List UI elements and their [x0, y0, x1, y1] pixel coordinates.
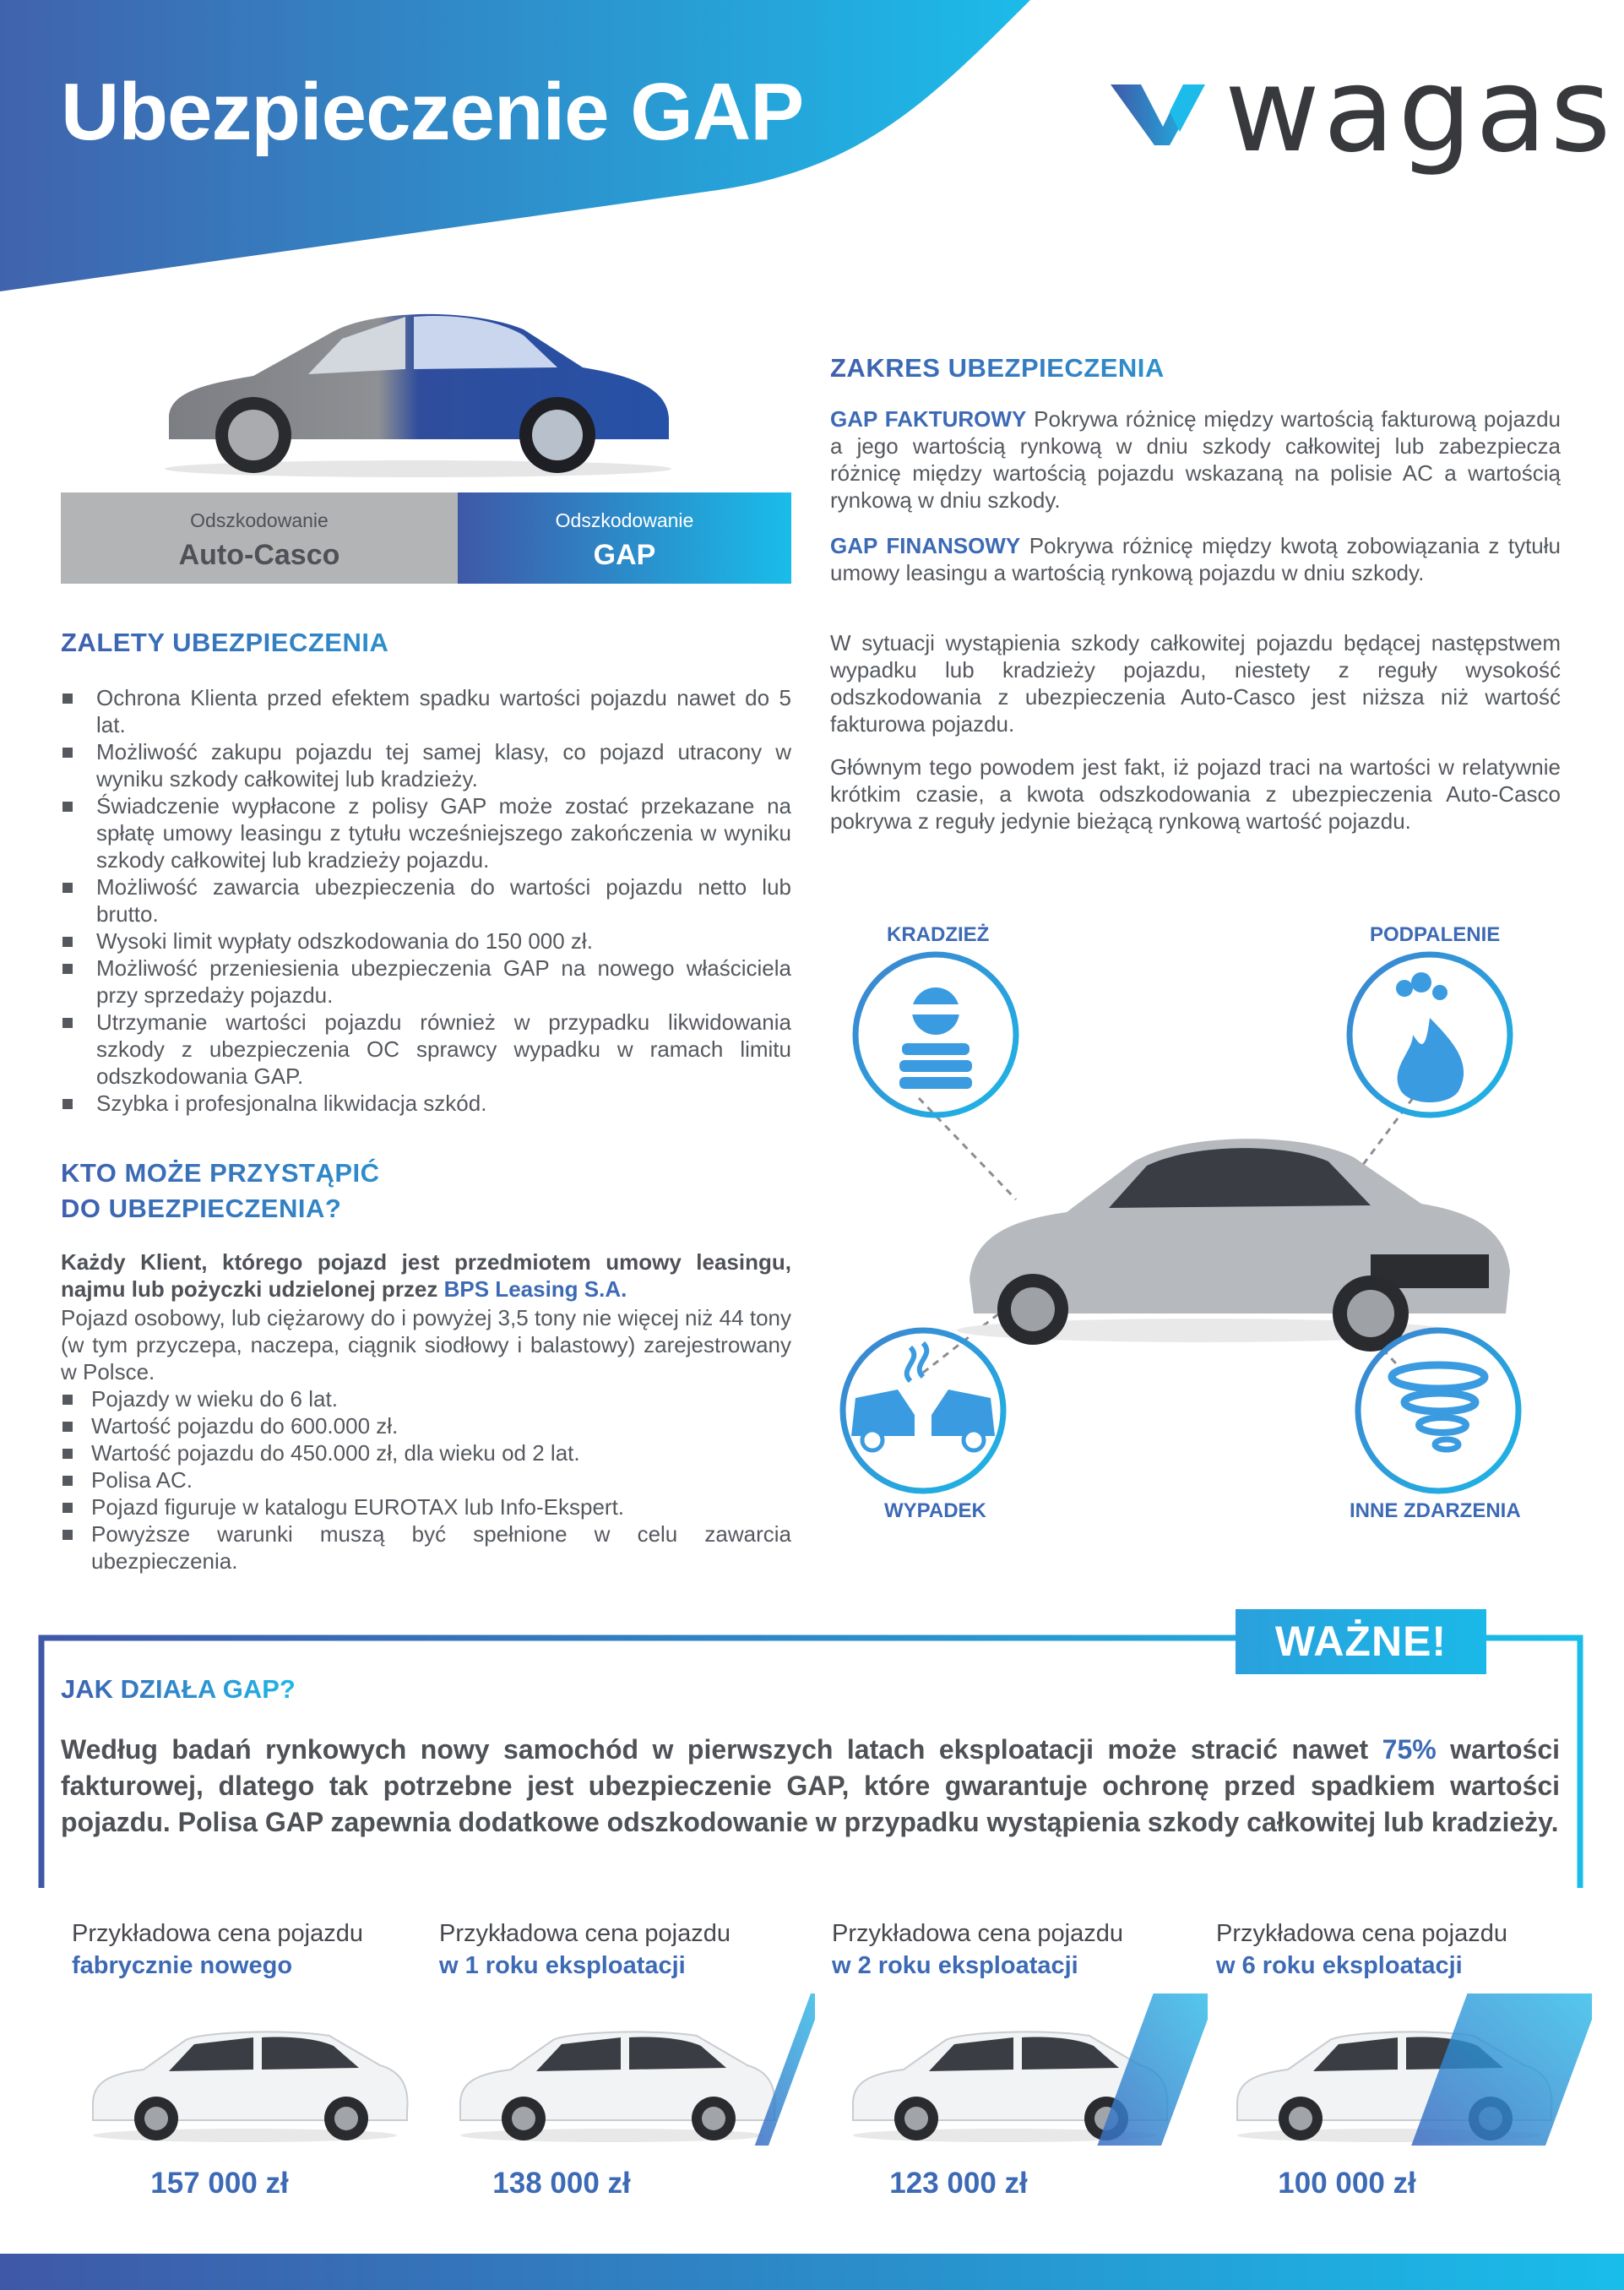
- risk-label-fire: PODPALENIE: [1370, 923, 1501, 946]
- price-value: 138 000 zł: [492, 2167, 631, 2200]
- price-value: 157 000 zł: [150, 2167, 289, 2200]
- advantage-item: Szybka i profesjonalna likwidacja szkód.: [61, 1090, 791, 1117]
- gap-compensation-block: Odszkodowanie GAP: [458, 492, 791, 584]
- advantage-item: Utrzymanie wartości pojazdu również w przypadku likwidowania szkody z ubezpieczenia OC sprawcy wypadku w ramach limitu odszkodowania GAP.: [61, 1009, 791, 1090]
- fire-icon: [1350, 955, 1510, 1115]
- risk-diagram: [830, 917, 1565, 1533]
- price-caption: Przykładowa cena pojazdu w 1 roku eksploatacji: [439, 1920, 731, 1979]
- scope-gap-financial: GAP FINANSOWY Pokrywa różnicę między kwotą zobowiązania z tytułu umowy leasingu a wartością rynkową pojazdu w dniu szkody.: [830, 533, 1561, 585]
- risk-label-accident: WYPADEK: [884, 1499, 986, 1522]
- scope-heading: ZAKRES UBEZPIECZENIA: [830, 351, 1421, 386]
- eligibility-lead: Każdy Klient, którego pojazd jest przedmiotem umowy leasingu, najmu lub pożyczki udzielonej przez BPS Leasing S.A.: [61, 1249, 791, 1302]
- advantages-heading: ZALETY UBEZPIECZENIA: [61, 625, 652, 661]
- eligibility-list: [61, 1385, 791, 1575]
- eligibility-heading: KTO MOŻE PRZYSTĄPIĆ DO UBEZPIECZENIA?: [61, 1156, 652, 1227]
- scope-paragraph-4: Głównym tego powodem jest fakt, iż pojazd traci na wartości w relatywnie krótkim czasie, a kwota odszkodowania z ubezpieczenia Auto-Casco pokrywa z reguły jedynie bieżącą rynkową wartość pojazdu.: [830, 754, 1561, 834]
- accident-icon: [843, 1330, 1003, 1491]
- scope-paragraph-3: W sytuacji wystąpienia szkody całkowitej pojazdu będącej następstwem wypadku lub kradzieży pojazdu, niestety z reguły wysokość odszkodowania z ubezpieczenia Auto-Casco jest niższa niż wartość fakturowa pojazdu.: [830, 630, 1561, 737]
- ac-compensation-block: Odszkodowanie Auto-Casco: [61, 492, 458, 584]
- eligibility-item: Polisa AC.: [61, 1466, 791, 1493]
- footer-bar: [0, 2254, 1624, 2290]
- price-value: 100 000 zł: [1278, 2167, 1416, 2200]
- how-gap-works-text: Według badań rynkowych nowy samochód w pierwszych latach eksploatacji może stracić nawet 75% wartości fakturowej, dlatego tak potrzebne jest ubezpieczenie GAP, które gwarantuje ochronę przed spadkiem wartości pojazdu. Polisa GAP zapewnia dodatkowe odszkodowanie w przypadku wystąpienia szkody całkowitej lub kradzieży.: [61, 1734, 1561, 1837]
- suv-image: [1220, 1994, 1592, 2146]
- scope-gap-invoice: GAP FAKTUROWY Pokrywa różnicę między wartością fakturową pojazdu a jego wartością rynkową w dniu szkody całkowitej lub zabezpiecza różnicę między wartością pojazdu wskazaną na polisie AC a wartością rynkową w dniu szkody.: [830, 406, 1562, 513]
- advantage-item: Świadczenie wypłacone z polisy GAP może zostać przekazane na spłatę umowy leasingu z tytułu wcześniejszego zakończenia w wyniku szkody całkowitej lub kradzieży pojazdu.: [61, 792, 791, 873]
- eligibility-item: Wartość pojazdu do 600.000 zł.: [61, 1412, 791, 1439]
- price-caption: Przykładowa cena pojazdu w 2 roku eksploatacji: [832, 1920, 1123, 1979]
- risk-label-theft: KRADZIEŻ: [887, 923, 990, 946]
- tornado-icon: [1358, 1330, 1518, 1491]
- eligibility-paragraph: Pojazd osobowy, lub ciężarowy do i powyżej 3,5 tony nie więcej niż 44 tony (w tym przyczepa, naczepa, ciągnik siodłowy i balastowy) zarejestrowany w Polsce.: [61, 1305, 791, 1384]
- price-value: 123 000 zł: [889, 2167, 1028, 2200]
- how-gap-works-heading: JAK DZIAŁA GAP?: [61, 1674, 296, 1704]
- advantages-list: [61, 684, 791, 1117]
- suv-image: [836, 1994, 1208, 2146]
- important-badge: WAŻNE!: [1236, 1609, 1486, 1674]
- advantage-item: Możliwość zawarcia ubezpieczenia do wartości pojazdu netto lub brutto.: [61, 873, 791, 927]
- suv-image: [76, 1994, 448, 2146]
- risk-label-other: INNE ZDARZENIA: [1350, 1499, 1521, 1522]
- eligibility-item: Powyższe warunki muszą być spełnione w celu zawarcia ubezpieczenia.: [61, 1520, 791, 1575]
- theft-icon: [855, 955, 1016, 1115]
- logo-wordmark: wagas: [1225, 42, 1615, 178]
- advantage-item: Możliwość przeniesienia ubezpieczenia GAP na nowego właściciela przy sprzedaży pojazdu.: [61, 955, 791, 1009]
- price-caption: Przykładowa cena pojazdu w 6 roku eksploatacji: [1216, 1920, 1507, 1979]
- suv-image: [443, 1994, 815, 2146]
- advantage-item: Możliwość zakupu pojazdu tej samej klasy, co pojazd utracony w wyniku szkody całkowitej lub kradzieży.: [61, 738, 791, 792]
- compensation-comparison-bar: [61, 492, 791, 584]
- advantage-item: Wysoki limit wypłaty odszkodowania do 150 000 zł.: [61, 927, 791, 955]
- eligibility-item: Pojazd figuruje w katalogu EUROTAX lub Info-Ekspert.: [61, 1493, 791, 1520]
- eligibility-item: Wartość pojazdu do 450.000 zł, dla wieku od 2 lat.: [61, 1439, 791, 1466]
- page-title: Ubezpieczenie GAP: [61, 67, 804, 157]
- price-caption: Przykładowa cena pojazdu fabrycznie nowego: [72, 1920, 363, 1979]
- silver-car-icon: [957, 1139, 1510, 1352]
- car-comparison-image: [152, 291, 684, 481]
- eligibility-item: Pojazdy w wieku do 6 lat.: [61, 1385, 791, 1412]
- advantage-item: Ochrona Klienta przed efektem spadku wartości pojazdu nawet do 5 lat.: [61, 684, 791, 738]
